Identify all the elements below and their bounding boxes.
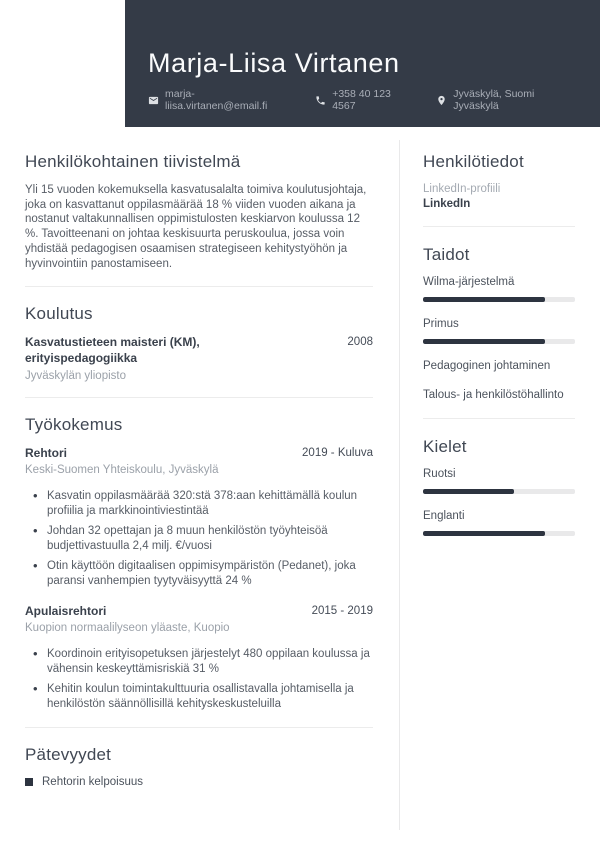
job-role: Apulaisrehtori [25, 603, 107, 618]
experience-section [25, 415, 373, 713]
job-org: Keski-Suomen Yhteiskoulu, Jyväskylä [25, 464, 219, 477]
skills-title: Taidot [423, 245, 470, 264]
school-name: Jyväskylän yliopisto [25, 369, 126, 382]
job-bullets [33, 489, 373, 589]
location-icon [436, 95, 447, 106]
phone-icon [315, 95, 326, 106]
language-name: Englanti [423, 510, 465, 522]
skill-name: Wilma-järjestelmä [423, 276, 515, 288]
skill-item [423, 276, 575, 302]
summary-title: Henkilökohtainen tiivistelmä [25, 152, 241, 171]
job-role: Rehtori [25, 445, 67, 460]
job-date: 2015 - 2019 [311, 604, 373, 617]
education-section [25, 304, 373, 381]
skill-name: Pedagoginen johtaminen [423, 360, 551, 372]
job-header [25, 446, 373, 462]
skill-bar-fill [423, 297, 545, 302]
contact-location [436, 88, 580, 112]
section-divider [25, 727, 373, 728]
education-title: Koulutus [25, 304, 93, 324]
job-bullet: • Kasvatin oppilasmäärää 320:stä 378:aan kehittämällä koulun profiilia ja markkinointiviestintää [33, 489, 373, 519]
resume-body [0, 127, 600, 830]
skill-item [423, 389, 575, 401]
summary-text: Yli 15 vuoden kokemuksella kasvatusalalta toimiva koulutusjohtaja, joka on kasvattanut oppilasmäärää 18 % viiden vuoden aikana ja nostanut valtakunnallisen oppimistulosten keskiarvon koulussa 12 %. Tavoitteenani on johtaa keskisuurta peruskoulua, jossa voin yhdistää pedagogisen osaamisen strategiseen kehitystyöhön ja hyvinvointiin panostamiseen. [25, 184, 367, 270]
job-org: Kuopion normaalilyseon yläaste, Kuopio [25, 622, 230, 635]
qualification-item [25, 776, 373, 788]
language-item [423, 468, 575, 494]
skill-bar-track [423, 339, 575, 344]
language-bar-fill [423, 531, 545, 536]
contact-location-text: Jyväskylä, Suomi Jyväskylä [453, 88, 535, 112]
job-bullet: • Johdan 32 opettajan ja 8 muun henkilöstön työyhteisöä budjettivastuulla 2,4 milj. €/vuosi [33, 524, 373, 554]
resume-header [125, 0, 600, 127]
person-name: Marja-Liisa Virtanen [148, 48, 400, 78]
side-column [400, 140, 600, 830]
degree-name: Kasvatustieteen maisteri (KM), erityispedagogiikka [25, 335, 200, 365]
section-divider [423, 418, 575, 419]
linkedin-label: LinkedIn-profiili [423, 183, 501, 195]
education-date: 2008 [347, 336, 373, 349]
language-bar-track [423, 489, 575, 494]
job-bullet: • Kehitin koulun toimintakulttuuria osallistavalla johtamisella ja henkilöstön säännöllisillä kehityskeskusteluilla [33, 682, 373, 712]
education-entry [25, 335, 373, 366]
skill-item [423, 360, 575, 372]
job-entry [25, 604, 373, 712]
qualifications-title: Pätevyydet [25, 745, 112, 765]
qualification-text: Rehtorin kelpoisuus [42, 776, 144, 789]
main-column [0, 140, 399, 830]
job-header [25, 604, 373, 620]
summary-section [25, 152, 373, 271]
job-bullets [33, 647, 373, 712]
skill-name: Talous- ja henkilöstöhallinto [423, 389, 564, 401]
details-title: Henkilötiedot [423, 152, 524, 171]
job-bullet: • Otin käyttöön digitaalisen oppimisympäristön (Pedanet), joka paransi vanhempien tyytyväisyyttä 24 % [33, 559, 373, 589]
job-date: 2019 - Kuluva [302, 446, 373, 459]
contact-phone [315, 88, 415, 112]
contact-phone-text: +358 40 123 4567 [332, 88, 391, 112]
email-icon [148, 95, 159, 106]
contact-email [148, 88, 294, 112]
skill-bar-fill [423, 339, 545, 344]
section-divider [25, 397, 373, 398]
languages-section [423, 437, 575, 536]
language-bar-fill [423, 489, 514, 494]
details-section [423, 152, 575, 210]
contact-email-text: marja-liisa.virtanen@email.fi [165, 88, 268, 112]
qualifications-section [25, 745, 373, 788]
job-bullet: • Koordinoin erityisopetuksen järjestelyt 480 oppilaan koulussa ja vähensin keskeyttämisriskiä 31 % [33, 647, 373, 677]
job-entry [25, 446, 373, 589]
linkedin-value: LinkedIn [423, 198, 471, 210]
languages-title: Kielet [423, 437, 467, 456]
language-item [423, 510, 575, 536]
contact-row [148, 88, 580, 112]
section-divider [25, 286, 373, 287]
skills-section [423, 245, 575, 401]
language-name: Ruotsi [423, 468, 456, 480]
skill-item [423, 318, 575, 344]
square-bullet-icon [25, 778, 33, 786]
section-divider [423, 226, 575, 227]
experience-title: Työkokemus [25, 414, 123, 434]
language-bar-track [423, 531, 575, 536]
skill-name: Primus [423, 318, 459, 330]
skill-bar-track [423, 297, 575, 302]
